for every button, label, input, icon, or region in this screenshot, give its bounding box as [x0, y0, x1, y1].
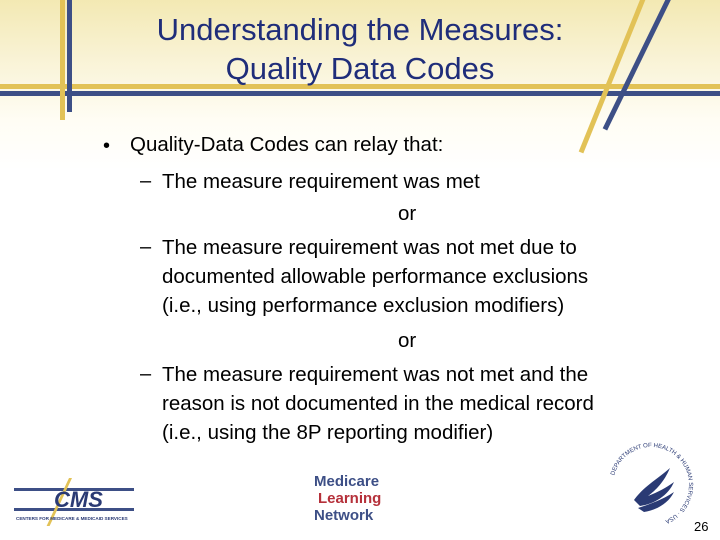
main-bullet-text: Quality-Data Codes can relay that:: [130, 133, 444, 156]
medicare-learning-network-logo: [312, 470, 402, 524]
mln-logo-line-3: Network: [314, 507, 374, 524]
title-line-2: Quality Data Codes: [225, 51, 495, 86]
item-3-line-3: (i.e., using the 8P reporting modifier): [162, 421, 494, 444]
page-number: 26: [694, 519, 709, 534]
item-2-line-3: (i.e., using performance exclusion modifiers): [162, 294, 565, 317]
item-1-line-1: The measure requirement was met: [162, 170, 480, 193]
item-3-line-2: reason is not documented in the medical record: [162, 392, 594, 415]
dash-marker: –: [140, 170, 152, 192]
mln-logo-line-1: Medicare: [314, 473, 380, 490]
or-separator-2: or: [398, 329, 417, 352]
frame-line-top-blue: [0, 91, 720, 96]
item-3-line-1: The measure requirement was not met and the: [162, 363, 589, 386]
slide-title: [60, 10, 660, 88]
bullet-dot-icon: •: [103, 135, 111, 157]
cms-logo: [14, 478, 134, 526]
item-2-line-2: documented allowable performance exclusions: [162, 265, 589, 288]
item-2-line-1: The measure requirement was not met due to: [162, 236, 577, 259]
dash-marker: –: [140, 236, 152, 258]
title-line-1: Understanding the Measures:: [156, 12, 564, 47]
cms-logo-wordmark: CMS: [54, 487, 103, 512]
hhs-seal-text: DEPARTMENT OF HEALTH & HUMAN SERVICES · USA: [610, 442, 694, 524]
hhs-seal-logo: [604, 438, 698, 532]
cms-logo-subtext: CENTERS FOR MEDICARE & MEDICAID SERVICES: [16, 516, 128, 521]
mln-logo-line-2: Learning: [318, 490, 382, 507]
or-separator-1: or: [398, 202, 417, 225]
dash-marker: –: [140, 363, 152, 385]
